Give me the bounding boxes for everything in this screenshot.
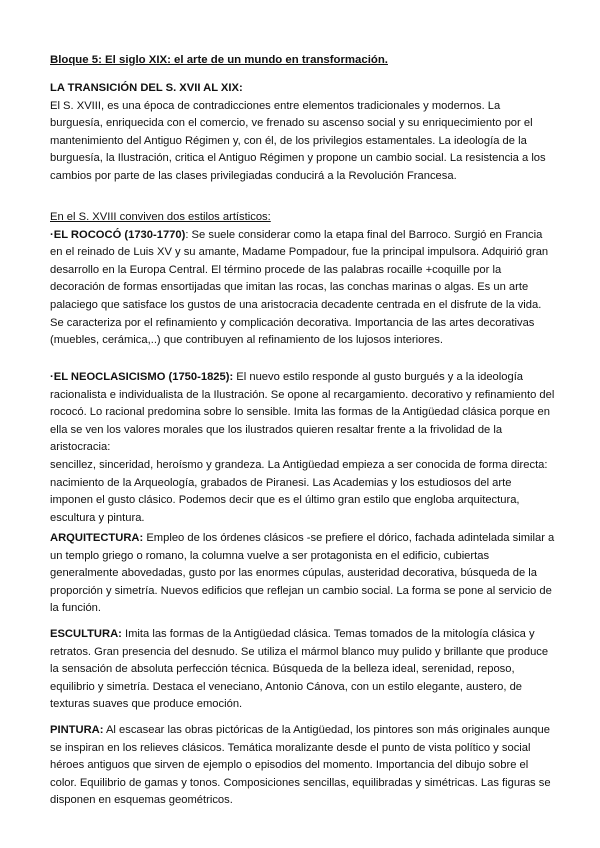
transition-heading: LA TRANSICIÓN DEL S. XVII AL XIX: bbox=[50, 82, 243, 94]
architecture-paragraph bbox=[50, 530, 555, 618]
painting-heading: PINTURA: bbox=[50, 724, 104, 736]
neoclassicism-body-2: sencillez, sinceridad, heroísmo y grandeza. La Antigüedad empieza a ser conocida de forma directa: nacimiento de la Arqueología, grabados de Piranesi. Las Academias y los estudiosos del arte imponen el gusto clásico. Podemos decir que es el último gran estilo que engloba arquitectura, escultura y pintura. bbox=[50, 458, 548, 524]
painting-paragraph bbox=[50, 722, 555, 810]
styles-intro: En el S. XVIII conviven dos estilos artísticos: bbox=[50, 211, 271, 223]
section-painting bbox=[50, 722, 555, 810]
rococo-heading: ·EL ROCOCÓ (1730-1770) bbox=[50, 228, 186, 241]
section-transition bbox=[50, 80, 555, 186]
architecture-body: Empleo de los órdenes clásicos -se prefiere el dórico, fachada adintelada similar a un templo griego o romano, la columna vuelve a ser protagonista en el edificio, cubiertas generalmente abovedadas, gusto por las enormes cúpulas, austeridad decorativa, búsqueda de la proporción y simetría. Nuevos edificios que reflejan un cambio social. La forma se pone al servicio de la función. bbox=[50, 532, 555, 615]
sculpture-paragraph bbox=[50, 626, 555, 714]
section-rococo bbox=[50, 209, 555, 350]
section-architecture bbox=[50, 530, 555, 618]
document-title: Bloque 5: El siglo XIX: el arte de un mundo en transformación. bbox=[50, 54, 388, 66]
neoclassicism-heading: ·EL NEOCLASICISMO (1750-1825): bbox=[50, 371, 234, 383]
sculpture-heading: ESCULTURA: bbox=[50, 628, 122, 640]
rococo-paragraph bbox=[50, 227, 555, 350]
architecture-heading: ARQUITECTURA: bbox=[50, 532, 144, 544]
sculpture-body: Imita las formas de la Antigüedad clásica. Temas tomados de la mitología clásica y retratos. Gran presencia del desnudo. Se utiliza el mármol blanco muy pulido y brillante que produce la sensación de absoluta perfección técnica. Búsqueda de la belleza ideal, serenidad, reposo, equilibrio y simetría. Destaca el veneciano, Antonio Cánova, con un estilo elegante, austero, de texturas suaves que produce emoción. bbox=[50, 628, 549, 711]
neoclassicism-paragraph bbox=[50, 369, 555, 457]
neoclassicism-body: El nuevo estilo responde al gusto burgués y a la ideología racionalista e individualista de la Ilustración. Se opone al recargamiento. decorativo y refinamiento del rococó. Lo racional predomina sobre lo sensible. Imita las formas de la Antigüedad clásica porque en ella se ven los valores morales que los ilustrados quieren resaltar frente a la frivolidad de la aristocracia: bbox=[50, 371, 555, 454]
section-sculpture bbox=[50, 626, 555, 714]
rococo-body: : Se suele considerar como la etapa final del Barroco. Surgió en Francia en el reinado de Luis XV y su amante, Madame Pompadour, fue la principal impulsora. Adquirió gran desarrollo en la Europa Central. El término procede de las palabras rocaille +coquille por la decoración de formas ensortijadas que imitan las rocas, las conchas marinas o algas. Es un arte palaciego que satisface los gustos de una aristocracia decadente centrada en el disfrute de la vida. Se caracteriza por el refinamiento y complicación decorativa. Importancia de las artes decorativas (muebles, cerámica,..) que contribuyen al refinamiento de los lujosos interiores. bbox=[50, 228, 549, 347]
section-neoclassicism bbox=[50, 369, 555, 527]
transition-body: El S. XVIII, es una época de contradicciones entre elementos tradicionales y modernos. La burguesía, enriquecida con el comercio, ve frenado su ascenso social y su enriquecimiento por el mantenimiento del Antiguo Régimen y, con él, de los privilegios estamentales. La ideología de la burguesía, la Ilustración, critica el Antiguo Régimen y propone un cambio social. La resistencia a los cambios por parte de las clases privilegiadas conducirá a la Revolución Francesa. bbox=[50, 99, 546, 182]
painting-body: Al escasear las obras pictóricas de la Antigüedad, los pintores son más originales aunque se inspiran en los relieves clásicos. Temática moralizante desde el punto de vista político y social héroes antiguos que sirven de ejemplo o episodios del momento. Importancia del dibujo sobre el color. Equilibrio de gamas y tonos. Composiciones sencillas, equilibradas y simétricas. Las figuras se disponen en esquemas geométricos. bbox=[50, 724, 551, 807]
